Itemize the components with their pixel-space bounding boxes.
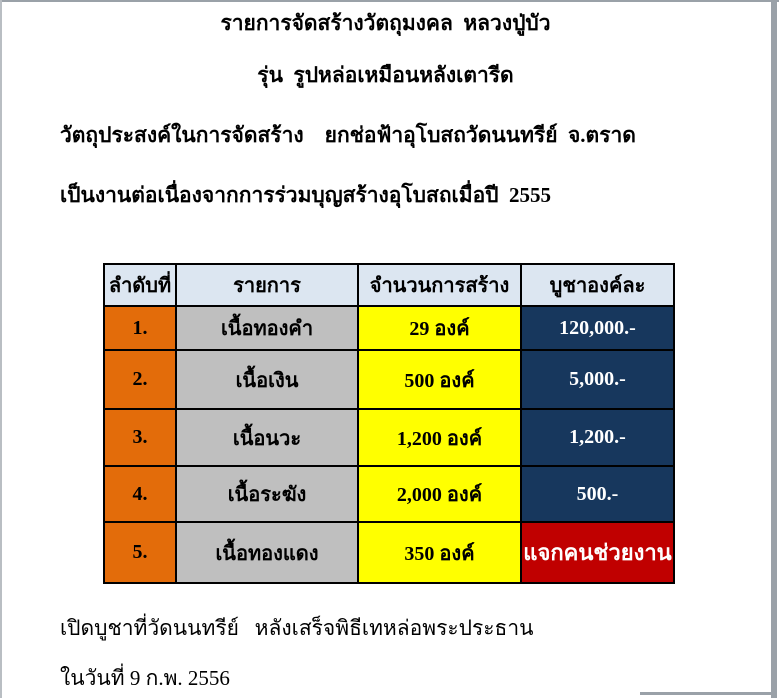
order-number-cell: 5. bbox=[104, 522, 176, 583]
quantity-cell: 1,200 องค์ bbox=[358, 409, 521, 466]
order-number-cell: 1. bbox=[104, 306, 176, 350]
page-right-edge bbox=[771, 0, 777, 698]
table-header-row bbox=[104, 264, 674, 306]
header-price-per-unit: บูชาองค์ละ bbox=[521, 264, 674, 306]
header-order-number: ลำดับที่ bbox=[104, 264, 176, 306]
order-number-cell: 3. bbox=[104, 409, 176, 466]
price-cell: 5,000.- bbox=[521, 350, 674, 409]
item-cell: เนื้อทองแดง bbox=[176, 522, 358, 583]
price-cell: 120,000.- bbox=[521, 306, 674, 350]
price-cell: 1,200.- bbox=[521, 409, 674, 466]
table-row bbox=[104, 466, 674, 522]
item-cell: เนื้อระฆัง bbox=[176, 466, 358, 522]
quantity-cell: 29 องค์ bbox=[358, 306, 521, 350]
header-quantity: จำนวนการสร้าง bbox=[358, 264, 521, 306]
table-row bbox=[104, 409, 674, 466]
quantity-cell: 2,000 องค์ bbox=[358, 466, 521, 522]
quantity-cell: 500 องค์ bbox=[358, 350, 521, 409]
order-number-cell: 2. bbox=[104, 350, 176, 409]
page-bottom-edge bbox=[640, 692, 777, 695]
price-cell: 500.- bbox=[521, 466, 674, 522]
page-top-border bbox=[0, 0, 779, 2]
table-row bbox=[104, 306, 674, 350]
amulet-price-table bbox=[103, 263, 675, 584]
continuation-line: เป็นงานต่อเนื่องจากการร่วมบุญสร้างอุโบสถเมื่อปี 2555 bbox=[60, 183, 552, 207]
table-row bbox=[104, 522, 674, 583]
quantity-cell: 350 องค์ bbox=[358, 522, 521, 583]
page-left-border bbox=[0, 0, 2, 698]
price-cell-giveaway: แจกคนช่วยงาน bbox=[521, 522, 674, 583]
header-item: รายการ bbox=[176, 264, 358, 306]
item-cell: เนื้อนวะ bbox=[176, 409, 358, 466]
date-line: ในวันที่ 9 ก.พ. 2556 bbox=[60, 666, 230, 690]
document-title-line-1: รายการจัดสร้างวัตถุมงคล หลวงปู่บัว bbox=[220, 11, 551, 35]
item-cell: เนื้อทองคำ bbox=[176, 306, 358, 350]
table-row bbox=[104, 350, 674, 409]
purpose-line: วัตถุประสงค์ในการจัดสร้าง ยกช่อฟ้าอุโบสถวัดนนทรีย์ จ.ตราด bbox=[60, 123, 636, 147]
worship-open-line: เปิดบูชาที่วัดนนทรีย์ หลังเสร็จพิธีเทหล่อพระประธาน bbox=[60, 616, 534, 640]
document-title-line-2: รุ่น รูปหล่อเหมือนหลังเตารีด bbox=[257, 63, 514, 87]
item-cell: เนื้อเงิน bbox=[176, 350, 358, 409]
order-number-cell: 4. bbox=[104, 466, 176, 522]
